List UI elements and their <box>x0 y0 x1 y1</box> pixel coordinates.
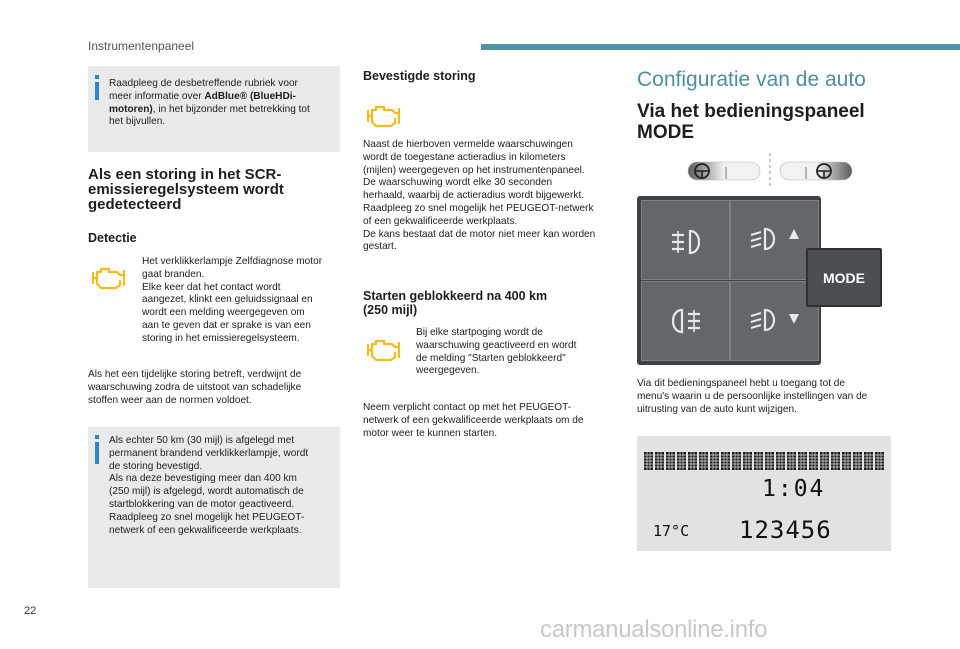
note-text: Raadpleeg de desbetreffende rubriek voor meer informatie over AdBlue® (BlueHDi- motoren), in het bijzonder met betrekking tot het bijvullen. <box>109 78 310 128</box>
instrument-lcd-display <box>637 436 891 551</box>
info-note-confirmed <box>88 427 340 588</box>
info-icon-bar <box>95 442 99 464</box>
light-control-panel <box>637 196 821 365</box>
detectie-text: Het verklikkerlampje Zelfdiagnose motor gaat branden. Elke keer dat het contact wordt aangezet, klinkt een geluidssignaal en wordt een melding weergegeven om aan te geven dat er sprake is van een storing in het emissieregelsysteem. <box>142 256 323 344</box>
scr-fault-title: Als een storing in het SCR- emissieregelsysteem wordt gedetecteerd <box>88 166 284 213</box>
config-title: Configuratie van de auto <box>637 68 866 91</box>
front-fog-light-button[interactable] <box>641 200 730 280</box>
lcd-dot-matrix-row <box>644 452 886 470</box>
temporary-fault-text: Als het een tijdelijke storing betreft, verdwijnt de waarschuwing zodra de uitstoot van schadelijke stoffen weer aan de normen voldoet. <box>88 369 302 406</box>
detectie-title: Detectie <box>88 231 137 245</box>
info-icon-bar <box>95 82 99 100</box>
lcd-odometer: 123456 <box>739 516 832 544</box>
mode-panel-title: Via het bedieningspaneel MODE <box>637 101 865 143</box>
engine-warning-icon <box>364 103 404 129</box>
contact-network-text: Neem verplicht contact op met het PEUGEOT- netwerk of een gekwalificeerde werkplaats om de motor weer te kunnen starten. <box>363 402 584 439</box>
front-fog-light-icon <box>642 201 731 281</box>
mode-description: Via dit bedieningspaneel hebt u toegang tot de menu's waarin u de persoonlijke instellingen van de uitrusting van de auto kunt wijzigen. <box>637 378 868 415</box>
watermark: carmanualsonline.info <box>540 616 768 643</box>
lcd-temperature: 17°C <box>653 522 690 540</box>
info-icon <box>95 435 99 439</box>
section-header: Instrumentenpaneel <box>88 39 195 53</box>
note-text: Als echter 50 km (30 mijl) is afgelegd met permanent brandend verklikkerlampje, wordt de storing bevestigd. Als na deze bevestiging meer dan 400 km (250 mijl) is afgelegd, wordt automatisch de startblokkering van de motor geactiveerd. Raadpleeg zo snel mogelijk het PEUGEOT- netwerk of een gekwalificeerde werkplaats. <box>109 435 309 536</box>
starten-text: Bij elke startpoging wordt de waarschuwing geactiveerd en wordt de melding "Starten geblokkeerd" weergegeven. <box>416 327 577 377</box>
rear-fog-light-button[interactable] <box>641 281 730 361</box>
engine-warning-icon <box>364 337 404 363</box>
info-icon <box>95 75 99 79</box>
header-accent-bar <box>481 44 960 50</box>
bevestigde-storing-text: Naast de hierboven vermelde waarschuwingen wordt de toegestane actieradius in kilometers (mijlen) weergegeven op het instrumentenpaneel. De waarschuwing wordt elke 30 seconden herhaald, waarbij de actieradius wordt bijgewerkt. Raadpleeg zo snel mogelijk het PEUGEOT-netwerk of een gekwalificeerde werkplaats. De kans bestaat dat de motor niet meer kan worden gestart. <box>363 139 596 253</box>
info-note-adblue <box>88 66 340 152</box>
lcd-time: 1:04 <box>762 476 826 502</box>
mode-button[interactable]: MODE <box>806 248 882 307</box>
page-number: 22 <box>24 605 37 617</box>
rear-fog-light-icon <box>642 282 731 362</box>
steering-wheel-strips <box>686 153 854 189</box>
engine-warning-icon <box>89 265 129 291</box>
starten-geblokkeerd-title: Starten geblokkeerd na 400 km (250 mijl) <box>363 289 548 317</box>
bevestigde-storing-title: Bevestigde storing <box>363 69 476 83</box>
